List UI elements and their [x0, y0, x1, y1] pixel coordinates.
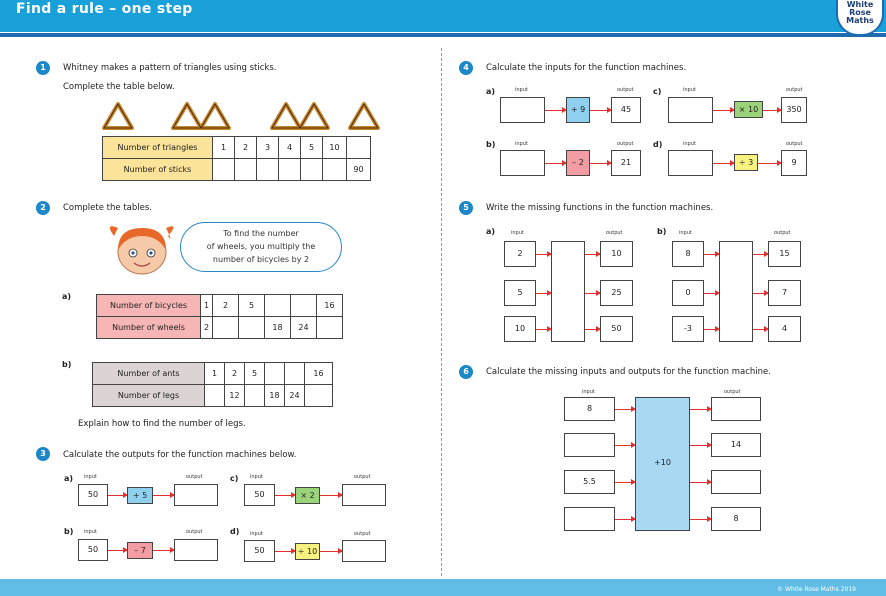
- arrow-icon: [713, 110, 734, 111]
- machine-label: b): [64, 527, 74, 536]
- q2a-label: a): [62, 292, 72, 301]
- table-row: [93, 363, 333, 385]
- q1-instruction: Complete the table below.: [63, 82, 175, 92]
- output-answer-box[interactable]: [174, 484, 218, 506]
- arrow-icon: [615, 519, 635, 520]
- arrow-icon: [763, 110, 781, 111]
- arrow-icon: [704, 254, 719, 255]
- arrow-icon: [585, 293, 600, 294]
- table-cell: 10: [323, 137, 347, 159]
- arrow-icon: [753, 254, 768, 255]
- table-cell: 5: [239, 295, 265, 317]
- table-cell: 5: [301, 137, 323, 159]
- input-answer-box[interactable]: [500, 97, 545, 123]
- output-label: output: [724, 389, 741, 395]
- arrow-icon: [753, 293, 768, 294]
- answer-cell[interactable]: [205, 385, 225, 407]
- input-label: input: [683, 141, 696, 147]
- function-answer-box[interactable]: [719, 241, 753, 342]
- input-box: 2: [504, 241, 536, 267]
- triangle-stick-shape: [173, 104, 201, 128]
- arrow-icon: [590, 110, 611, 111]
- table-cell: 1: [213, 137, 235, 159]
- table-cell: 90: [347, 159, 371, 181]
- output-box: 21: [611, 150, 641, 176]
- white-rose-logo: White Rose Maths: [836, 0, 884, 36]
- header-rule: [0, 33, 886, 37]
- output-answer-box[interactable]: [342, 540, 386, 562]
- q2-explain-text: Explain how to find the number of legs.: [78, 419, 246, 429]
- table-header-cell: Number of triangles: [103, 137, 213, 159]
- table-cell: [347, 137, 371, 159]
- question-5-number: 5: [459, 201, 473, 215]
- arrow-icon: [536, 329, 551, 330]
- q2b-label: b): [62, 360, 72, 369]
- arrow-icon: [753, 329, 768, 330]
- arrow-icon: [545, 163, 566, 164]
- output-answer-box[interactable]: [342, 484, 386, 506]
- answer-cell[interactable]: [245, 385, 265, 407]
- input-box: 50: [244, 484, 275, 506]
- input-label: input: [250, 531, 263, 537]
- output-answer-box[interactable]: [711, 397, 761, 421]
- q2-text: Complete the tables.: [63, 203, 152, 213]
- q5-text: Write the missing functions in the function machines.: [486, 203, 714, 213]
- triangle-stick-shape: [201, 104, 229, 128]
- output-box: 7: [768, 280, 801, 306]
- q2b-table: [92, 362, 333, 407]
- arrow-icon: [320, 551, 342, 552]
- machine-label: b): [486, 140, 496, 149]
- triangle-stick-shape: [350, 104, 378, 128]
- q6-text: Calculate the missing inputs and outputs for the function machine.: [486, 367, 771, 377]
- table-cell: 18: [265, 385, 285, 407]
- question-4-number: 4: [459, 61, 473, 75]
- table-row: [103, 159, 371, 181]
- answer-cell[interactable]: [213, 317, 239, 339]
- arrow-icon: [713, 163, 734, 164]
- question-1-number: 1: [36, 61, 50, 75]
- arrow-icon: [585, 254, 600, 255]
- function-box: + 5: [127, 487, 153, 504]
- function-box: ÷ 3: [734, 154, 758, 171]
- input-box: 50: [244, 540, 275, 562]
- answer-cell[interactable]: [239, 317, 265, 339]
- arrow-icon: [536, 293, 551, 294]
- question-6-number: 6: [459, 365, 473, 379]
- question-3-number: 3: [36, 447, 50, 461]
- machine-label: d): [230, 527, 240, 536]
- input-box: 8: [564, 397, 615, 421]
- input-label: input: [515, 87, 528, 93]
- arrow-icon: [108, 495, 127, 496]
- arrow-icon: [615, 445, 635, 446]
- q1-table: [102, 136, 371, 181]
- input-box: 10: [504, 316, 536, 342]
- input-box: 8: [672, 241, 704, 267]
- table-cell: 2: [201, 317, 213, 339]
- table-header-cell: Number of sticks: [103, 159, 213, 181]
- q1-text: Whitney makes a pattern of triangles using sticks.: [63, 63, 277, 73]
- input-label: input: [511, 230, 524, 236]
- function-box: + 9: [566, 97, 590, 123]
- answer-cell[interactable]: [265, 295, 291, 317]
- function-box: × 2: [295, 487, 320, 504]
- table-cell: 12: [225, 385, 245, 407]
- girl-character-image: [102, 222, 182, 278]
- table-cell: 2: [225, 363, 245, 385]
- input-label: input: [84, 474, 97, 480]
- output-box: 50: [600, 316, 633, 342]
- arrow-icon: [690, 482, 711, 483]
- arrow-icon: [758, 163, 781, 164]
- machine-label: d): [653, 140, 663, 149]
- arrow-icon: [615, 409, 635, 410]
- input-box: -3: [672, 316, 704, 342]
- input-label: input: [679, 230, 692, 236]
- output-box: 25: [600, 280, 633, 306]
- answer-cell[interactable]: [317, 317, 343, 339]
- q4-text: Calculate the inputs for the function machines.: [486, 63, 687, 73]
- output-label: output: [354, 474, 371, 480]
- arrow-icon: [704, 329, 719, 330]
- speech-bubble: To find the number of wheels, you multiply the number of bicycles by 2: [180, 222, 342, 272]
- input-label: input: [582, 389, 595, 395]
- answer-cell[interactable]: [291, 295, 317, 317]
- machine-label: a): [486, 87, 496, 96]
- triangle-pattern-image: [100, 100, 400, 132]
- arrow-icon: [275, 551, 295, 552]
- table-header-cell: Number of bicycles: [97, 295, 201, 317]
- arrow-icon: [704, 293, 719, 294]
- machine-label: c): [230, 474, 239, 483]
- output-answer-box[interactable]: [174, 539, 218, 561]
- arrow-icon: [275, 495, 295, 496]
- input-box: 0: [672, 280, 704, 306]
- input-label: input: [683, 87, 696, 93]
- output-label: output: [617, 141, 634, 147]
- answer-cell[interactable]: [323, 159, 347, 181]
- arrow-icon: [536, 254, 551, 255]
- answer-cell[interactable]: [279, 159, 301, 181]
- input-label: input: [84, 529, 97, 535]
- input-answer-box[interactable]: [500, 150, 545, 176]
- table-cell: 16: [317, 295, 343, 317]
- output-box: 10: [600, 241, 633, 267]
- table-cell: 1: [205, 363, 225, 385]
- table-cell: 4: [279, 137, 301, 159]
- page-title: Find a rule – one step: [16, 1, 193, 17]
- answer-cell[interactable]: [265, 363, 285, 385]
- output-box: 45: [611, 97, 641, 123]
- answer-cell[interactable]: [305, 385, 333, 407]
- arrow-icon: [690, 445, 711, 446]
- table-cell: 1: [201, 295, 213, 317]
- table-cell: 2: [213, 295, 239, 317]
- table-header-cell: Number of wheels: [97, 317, 201, 339]
- answer-cell[interactable]: [285, 363, 305, 385]
- output-label: output: [354, 531, 371, 537]
- arrow-icon: [108, 550, 127, 551]
- function-box: × 10: [734, 101, 763, 118]
- table-cell: 18: [265, 317, 291, 339]
- table-row: [93, 385, 333, 407]
- input-answer-box[interactable]: [564, 507, 615, 531]
- footer-bar: [0, 579, 886, 596]
- answer-cell[interactable]: [301, 159, 323, 181]
- triangle-stick-shape: [300, 104, 328, 128]
- output-box: 8: [711, 507, 761, 531]
- input-box: 50: [78, 539, 108, 561]
- q2a-table: [96, 294, 343, 339]
- arrow-icon: [585, 329, 600, 330]
- table-header-cell: Number of ants: [93, 363, 205, 385]
- output-label: output: [786, 87, 803, 93]
- table-cell: 3: [257, 137, 279, 159]
- answer-cell[interactable]: [235, 159, 257, 181]
- arrow-icon: [690, 519, 711, 520]
- table-cell: 2: [235, 137, 257, 159]
- function-box: – 2: [566, 150, 590, 176]
- table-row: [103, 137, 371, 159]
- arrow-icon: [153, 550, 174, 551]
- q3-text: Calculate the outputs for the function machines below.: [63, 450, 297, 460]
- output-label: output: [606, 230, 623, 236]
- output-label: output: [186, 529, 203, 535]
- arrow-icon: [153, 495, 174, 496]
- output-box: 15: [768, 241, 801, 267]
- triangle-stick-shape: [272, 104, 300, 128]
- input-box: 5.5: [564, 470, 615, 494]
- function-box: ÷ 10: [295, 543, 320, 560]
- machine-label: a): [486, 227, 496, 236]
- copyright-text: © White Rose Maths 2019: [777, 586, 856, 593]
- table-cell: 16: [305, 363, 333, 385]
- table-cell: 24: [291, 317, 317, 339]
- arrow-icon: [545, 110, 566, 111]
- input-answer-box[interactable]: [668, 150, 713, 176]
- table-cell: 5: [245, 363, 265, 385]
- output-answer-box[interactable]: [711, 470, 761, 494]
- arrow-icon: [320, 495, 342, 496]
- input-answer-box[interactable]: [564, 433, 615, 457]
- input-box: 50: [78, 484, 108, 506]
- arrow-icon: [590, 163, 611, 164]
- question-2-number: 2: [36, 201, 50, 215]
- answer-cell[interactable]: [257, 159, 279, 181]
- arrow-icon: [615, 482, 635, 483]
- machine-label: c): [653, 87, 662, 96]
- table-row: [97, 295, 343, 317]
- table-header-cell: Number of legs: [93, 385, 205, 407]
- output-box: 9: [781, 150, 807, 176]
- machine-label: b): [657, 227, 667, 236]
- output-label: output: [617, 87, 634, 93]
- output-label: output: [186, 474, 203, 480]
- answer-cell[interactable]: [213, 159, 235, 181]
- table-cell: 24: [285, 385, 305, 407]
- function-box: +10: [635, 397, 690, 531]
- table-row: [97, 317, 343, 339]
- input-label: input: [515, 141, 528, 147]
- output-label: output: [786, 141, 803, 147]
- column-divider: [441, 48, 442, 576]
- input-label: input: [250, 474, 263, 480]
- arrow-icon: [690, 409, 711, 410]
- triangle-stick-shape: [104, 104, 132, 128]
- output-box: 350: [781, 97, 807, 123]
- output-box: 4: [768, 316, 801, 342]
- output-label: output: [774, 230, 791, 236]
- function-answer-box[interactable]: [551, 241, 585, 342]
- input-box: 5: [504, 280, 536, 306]
- function-box: – 7: [127, 542, 153, 559]
- input-answer-box[interactable]: [668, 97, 713, 123]
- output-box: 14: [711, 433, 761, 457]
- machine-label: a): [64, 474, 74, 483]
